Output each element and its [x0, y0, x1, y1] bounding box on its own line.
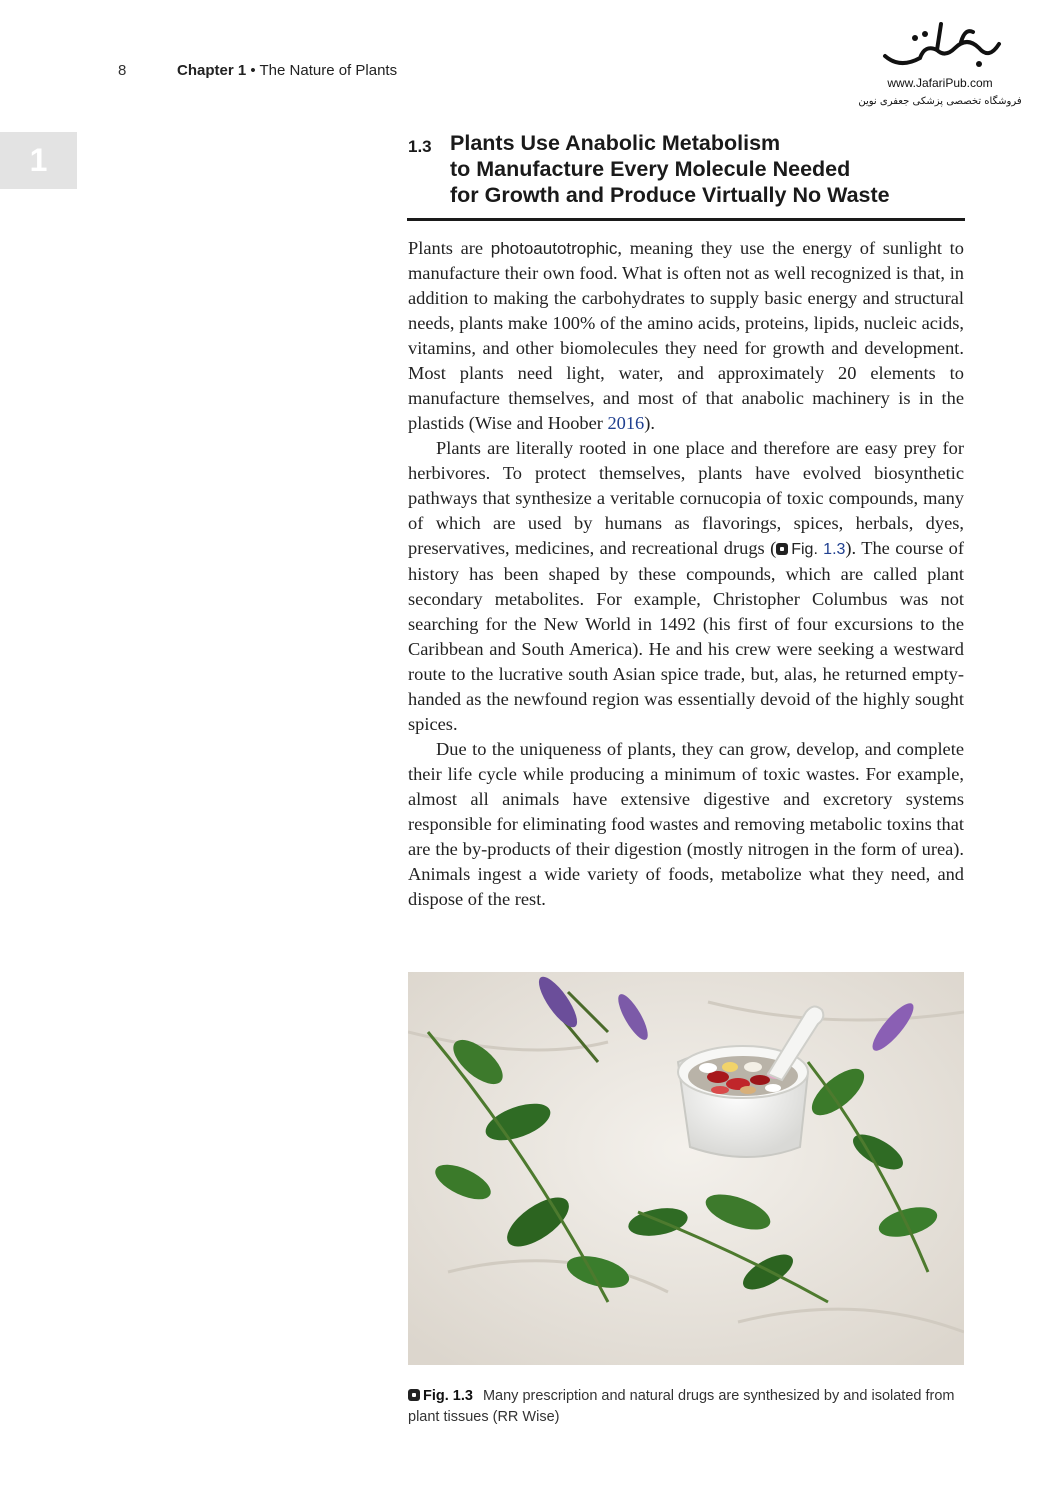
- section-rule: [407, 218, 965, 221]
- chapter-tab: 1: [0, 132, 77, 189]
- paragraph: Plants are photoautotrophic, meaning they use the energy of sunlight to manufacture their own food. What is often not as well recognized is that, in addition to making the carbohydrates to supply basic energy and structural needs, plants make 100% of the amino acids, proteins, lipids, nucleic acids, vitamins, and other biomolecules they need for growth and development. Most plants need light, water, and approximately 20 elements to manufacture themselves, and most of that anabolic machinery is in the plastids (Wise and Hoober 2016).: [408, 238, 964, 433]
- paragraph: Due to the uniqueness of plants, they can grow, develop, and complete their life cycle while producing a minimum of toxic wastes. For example, almost all animals have extensive digestive and excretory systems responsible for eliminating food wastes and removing metabolic toxins that are the by-products of their digestion (mostly nitrogen in the form of urea). Animals ingest a wide variety of foods, metabolize what they need, and dispose of the rest.: [408, 739, 964, 909]
- running-head: [177, 62, 397, 79]
- section-title: [450, 130, 964, 208]
- running-head-title: The Nature of Plants: [259, 62, 398, 79]
- caption-text: Many prescription and natural drugs are synthesized by and isolated from plant tissues (RR Wise): [408, 1388, 955, 1425]
- running-head-separator: •: [246, 62, 260, 79]
- publisher-logo: [855, 14, 1025, 124]
- key-term: photoautotrophic: [490, 239, 618, 258]
- figure-reference[interactable]: Fig. 1.3: [776, 541, 845, 558]
- section-title-line: Plants Use Anabolic Metabolism: [450, 131, 781, 155]
- figure-icon: [408, 1389, 420, 1401]
- figure-caption: [408, 1386, 964, 1428]
- publisher-persian-name: فروشگاه تخصصی پزشکی جعفری نوین: [858, 96, 1022, 107]
- caption-label: Fig. 1.3: [408, 1388, 473, 1404]
- page-number: 8: [118, 62, 127, 79]
- running-head-chapter: Chapter 1: [177, 62, 247, 79]
- section-title-line: for Growth and Produce Virtually No Waste: [450, 183, 890, 207]
- citation-link[interactable]: 2016: [607, 413, 645, 433]
- publisher-logo-mark: [875, 14, 1005, 74]
- section-number: 1.3: [408, 137, 432, 156]
- body-text: [408, 236, 964, 912]
- figure-icon: [776, 543, 788, 555]
- mortar-pills-plants-photo: [408, 972, 964, 1365]
- publisher-url: www.JafariPub.com: [887, 76, 993, 90]
- section-title-line: to Manufacture Every Molecule Needed: [450, 157, 851, 181]
- section-heading: [408, 130, 964, 208]
- paragraph: Plants are literally rooted in one place and therefore are easy prey for herbivores. To protect themselves, plants have evolved biosynthetic pathways that synthesize a veritable cornucopia of toxic compounds, many of which are used by humans as flavorings, spices, herbals, dyes, preservatives, medicines, and recreational drugs ( Fig. 1.3). The course of history has been shaped by these compounds, which are called plant secondary metabolites. For example, Christopher Columbus was not searching for the New World in 1492 (his first of four excursions to the Caribbean and South America). He and his crew were seeking a westward route to the lucrative south Asian spice trade, but, alas, he returned empty-handed as the newfound region was essentially devoid of the highly sought spices.: [408, 438, 964, 734]
- figure-image: [408, 972, 964, 1365]
